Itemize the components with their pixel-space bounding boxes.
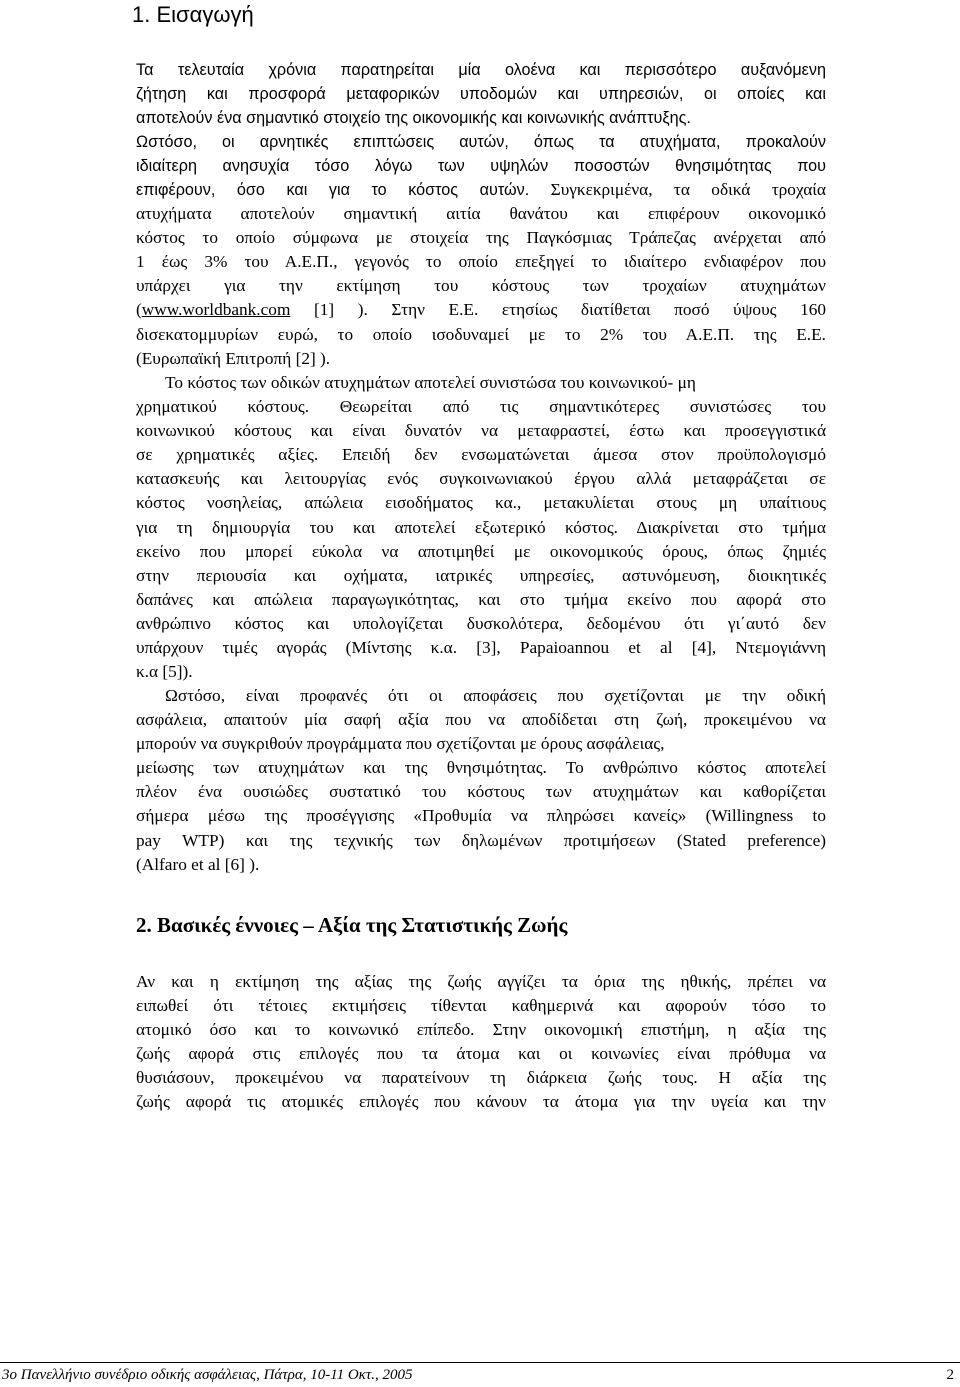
text-line <box>136 298 826 322</box>
text-line: ανθρώπινο κόστος και υπολογίζεται δυσκολότερα, δεδομένου ότι γι΄αυτό δεν <box>136 613 826 633</box>
text-line: κόστος το οποίο σύμφωνα με στοιχεία της Παγκόσμιας Τράπεζας ανέρχεται από <box>136 228 826 248</box>
text-line: Ωστόσο, είναι προφανές ότι οι αποφάσεις που σχετίζονται με την οδική <box>165 686 826 705</box>
text-line: ατομικό όσο και το κοινωνικό επίπεδο. Στην οικονομική επιστήμη, η αξία της <box>136 1020 826 1040</box>
text-line: στην περιουσία και οχήματα, ιατρικές υπηρεσίες, αστυνόμευση, διοικητικές <box>136 565 826 585</box>
text-line: εκείνο που μπορεί εύκολα να αποτιμηθεί με οικονομικούς όρους, όπως ζημιές <box>136 541 826 561</box>
text-span: ( <box>136 300 142 320</box>
footer-divider <box>0 1362 960 1363</box>
text-line: (Ευρωπαϊκή Επιτροπή [2] ). <box>136 348 331 368</box>
text-line: Τα τελευταία χρόνια παρατηρείται μία ολοένα και περισσότερο αυξανόμενη <box>136 61 826 79</box>
text-span: Συγκεκριμένα, τα οδικά τροχαία <box>529 180 826 199</box>
text-line: Ωστόσο, οι αρνητικές επιπτώσεις αυτών, όπως τα ατυχήματα, προκαλούν <box>136 133 826 152</box>
text-line: κατασκευής και λειτουργίας ενός συγκοινωνιακού έργου αλλά μεταφράζεται σε <box>136 469 826 489</box>
text-line: pay WTP) και της τεχνικής των δηλωμένων προτιμήσεων (Stated preference) <box>136 830 826 850</box>
text-line: 1 έως 3% του Α.Ε.Π., γεγονός το οποίο επεξηγεί το ιδιαίτερο ενδιαφέρον που <box>136 252 826 272</box>
section-1-heading: 1. Εισαγωγή <box>132 2 254 27</box>
text-line <box>136 178 826 202</box>
text-line: υπάρχει για την εκτίμηση του κόστους των τροχαίων ατυχημάτων <box>136 276 826 296</box>
text-line: ασφάλεια, απαιτούν μία σαφή αξία που να αποδίδεται στη ζωή, προκειμένου να <box>136 710 826 730</box>
text-span: επιφέρουν, όσο και για το κόστος αυτών. <box>136 181 530 199</box>
text-line: σε χρηματικές αξίες. Επειδή δεν ενσωματώνεται άμεσα στον προϋπολογισμό <box>136 445 826 465</box>
text-line: ιδιαίτερη ανησυχία τόσο λόγω των υψηλών ποσοστών θνησιμότητας που <box>136 157 826 176</box>
text-line: Το κόστος των οδικών ατυχημάτων αποτελεί συνιστώσα του κοινωνικού- μη <box>165 373 696 392</box>
text-line: πλέον ένα ουσιώδες συστατικό του κόστους των ατυχημάτων και καθορίζεται <box>136 782 826 802</box>
text-line: Αν και η εκτίμηση της αξίας της ζωής αγγίζει τα όρια της ηθικής, πρέπει να <box>136 972 826 991</box>
footer-conference-text: 3ο Πανελλήνιο συνέδριο οδικής ασφάλειας, Πάτρα, 10-11 Οκτ., 2005 <box>2 1367 413 1383</box>
section-1-paragraph-2 <box>136 371 826 684</box>
text-line: μπορούν να συγκριθούν προγράμματα που σχετίζονται με όρους ασφάλειας, <box>136 734 665 754</box>
text-span: [1] ). Στην Ε.Ε. ετησίως διατίθεται ποσό ύψους 160 <box>290 300 826 320</box>
section-1-paragraph-1a <box>136 58 826 178</box>
section-1-paragraph-1b <box>136 178 826 371</box>
text-line: ζωής αφορά τις ατομικές επιλογές που κάνουν τα άτομα για την υγεία και την <box>136 1092 826 1112</box>
text-line: κοινωνικού κόστους και είναι δυνατόν να μεταφραστεί, έστω και προσεγγιστικά <box>136 421 826 441</box>
text-line: δαπάνες και απώλεια παραγωγικότητας, και στο τμήμα εκείνο που αφορά στο <box>136 589 826 609</box>
text-line: δισεκατομμυρίων ευρώ, το οποίο ισοδυναμεί με το 2% του Α.Ε.Π. της Ε.Ε. <box>136 324 826 344</box>
text-line: για τη δημιουργία του και αποτελεί εξωτερικό κόστος. Διακρίνεται στο τμήμα <box>136 517 826 537</box>
text-line: θυσιάσουν, προκειμένου να παρατείνουν τη διάρκεια ζωής τους. Η αξία της <box>136 1068 826 1088</box>
text-line: κόστος νοσηλείας, απώλεια εισοδήματος κα., μετακυλίεται στους μη υπαίτιους <box>136 493 826 513</box>
text-line: ζήτηση και προσφορά μεταφορικών υποδομών και υπηρεσιών, οι οποίες και <box>136 85 826 104</box>
text-line: ειπωθεί ότι τέτοιες εκτιμήσεις τίθενται καθημερινά και αφορούν τόσο το <box>136 996 826 1016</box>
text-line: αποτελούν ένα σημαντικό στοιχείο της οικονομικής και κοινωνικής ανάπτυξης. <box>136 109 691 128</box>
text-line: μείωσης των ατυχημάτων και της θνησιμότητας. Το ανθρώπινο κόστος αποτελεί <box>136 758 826 778</box>
worldbank-link[interactable]: www.worldbank.com <box>141 300 291 320</box>
text-line: χρηματικού κόστους. Θεωρείται από τις σημαντικότερες συνιστώσες του <box>136 397 826 417</box>
text-line: σήμερα μέσω της προσέγγισης «Προθυμία να πληρώσει κανείς» (Willingness to <box>136 806 826 826</box>
footer-page-number: 2 <box>946 1367 954 1383</box>
text-line: ζωής αφορά στις επιλογές που τα άτομα και οι κοινωνίες είναι πρόθυμα να <box>136 1044 826 1064</box>
text-line: υπάρχουν τιμές αγοράς (Μίντσης κ.α. [3], Papaioannou et al [4], Ντεμογιάννη <box>136 638 826 658</box>
text-line: ατυχήματα αποτελούν σημαντική αιτία θανάτου και επιφέρουν οικονομικό <box>136 204 826 224</box>
text-line: (Alfaro et al [6] ). <box>136 854 260 874</box>
section-2-heading: 2. Βασικές έννοιες – Αξία της Στατιστικής Ζωής <box>136 913 568 937</box>
text-line: κ.α [5]). <box>136 662 193 682</box>
section-2-paragraph-1 <box>136 970 826 1115</box>
section-1-paragraph-3 <box>136 684 826 877</box>
